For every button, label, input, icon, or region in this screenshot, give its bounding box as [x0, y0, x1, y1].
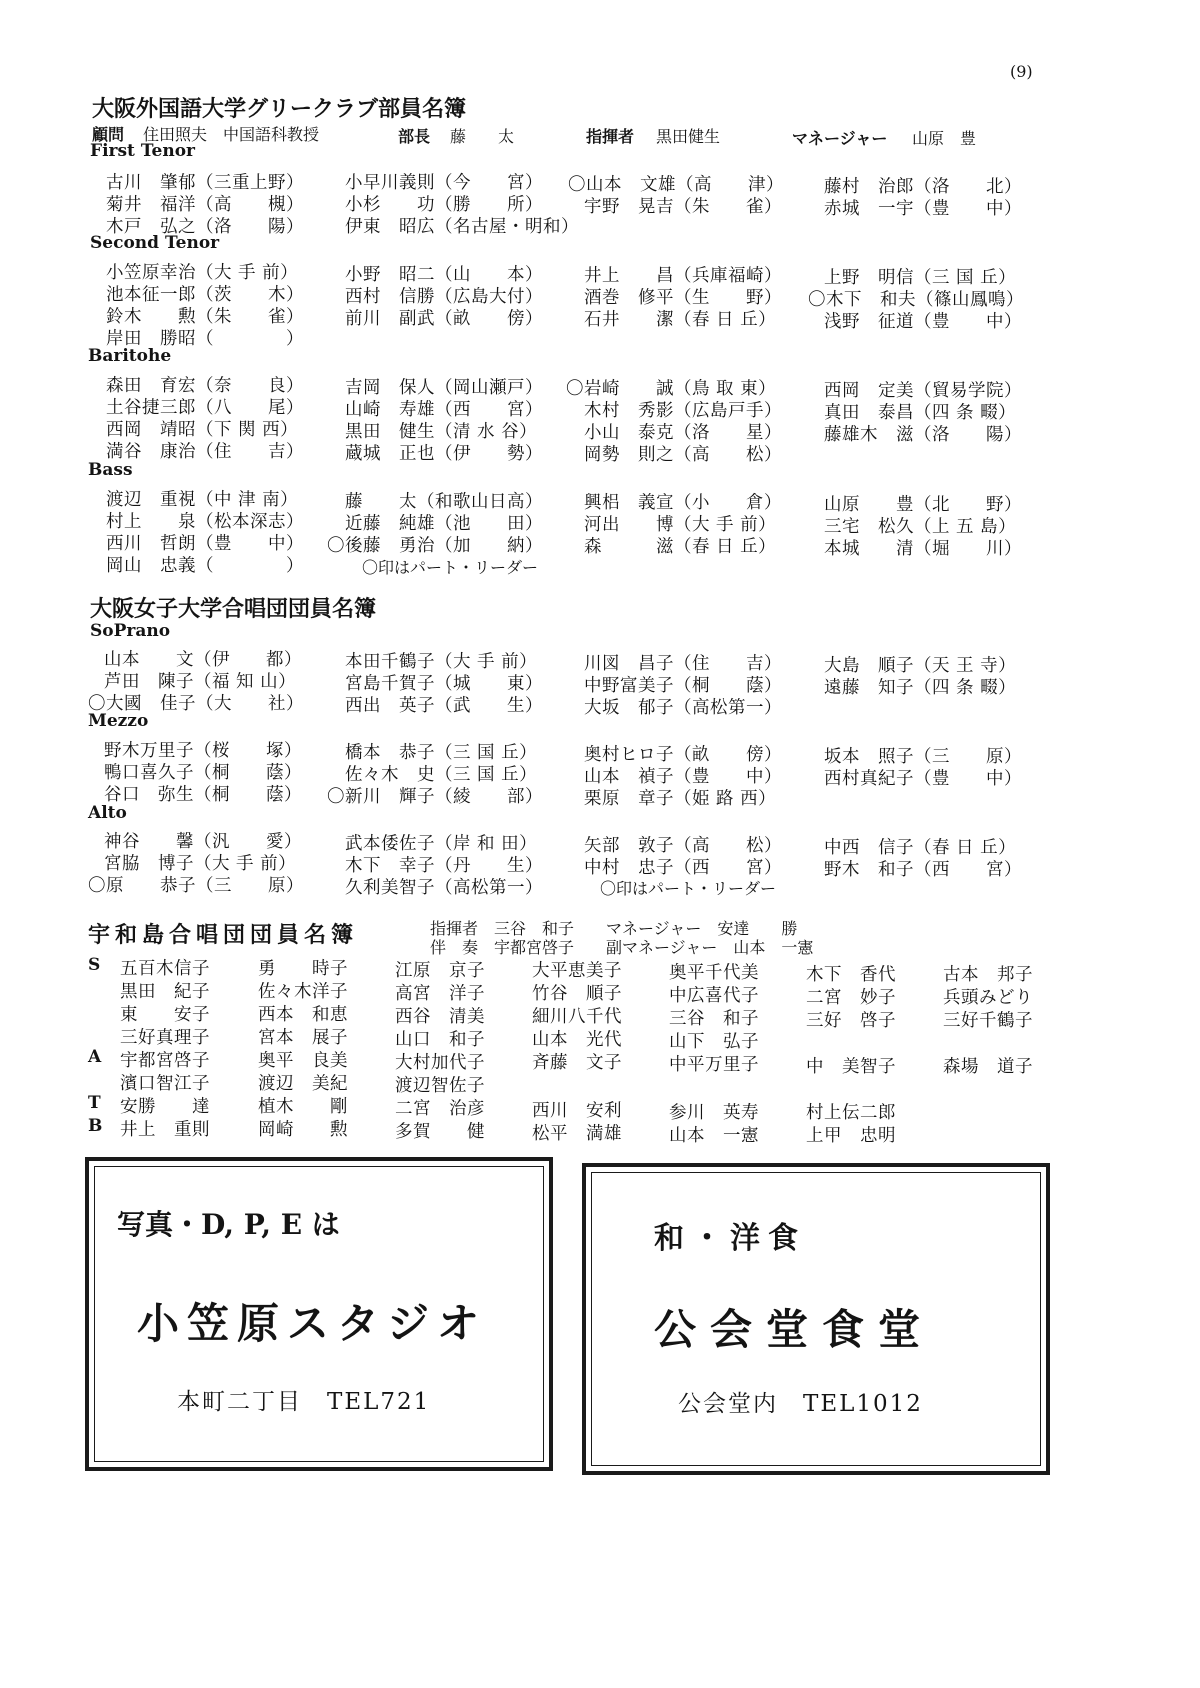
voice-part-label: A: [88, 1047, 102, 1067]
roster-cell: 古川 肇郁（三重上野）: [106, 173, 304, 193]
roster-cell: 赤城 一宇（豊 中）: [824, 199, 1022, 219]
ad-restaurant-address-tel: 公会堂内 TEL1012: [678, 1391, 923, 1417]
page-number: (9): [1010, 62, 1033, 81]
roster-cell: 中広喜代子: [669, 986, 759, 1006]
roster-cell: 土谷捷三郎（八 尾）: [106, 398, 304, 418]
roster-cell: 〇山本 文雄（高 津）: [568, 175, 784, 195]
roster-cell: 兵頭みどり: [943, 988, 1033, 1008]
roster-cell: 蔵城 正也（伊 勢）: [345, 444, 543, 464]
roster-cell: 河出 博（大 手 前）: [584, 515, 777, 535]
roster-cell: 本城 清（堀 川）: [824, 539, 1022, 559]
ad-photo-tagline: 写真・D, P, E は: [117, 1208, 340, 1241]
roster-cell: 黒田 紀子: [120, 982, 210, 1002]
roster-cell: 興梠 義宣（小 倉）: [584, 493, 782, 513]
roster-cell: 渡辺 美紀: [258, 1074, 348, 1094]
roster-cell: 満谷 康治（住 吉）: [106, 442, 304, 462]
roster-cell: 橋本 恭子（三 国 丘）: [345, 743, 538, 763]
roster-cell: 小山 泰克（洛 星）: [584, 423, 782, 443]
roster-cell: 森田 育宏（奈 良）: [106, 376, 304, 396]
roster-cell: 坂本 照子（三 原）: [824, 747, 1022, 767]
voice-part-label: B: [88, 1116, 103, 1136]
roster-cell: 西川 安利: [532, 1101, 622, 1121]
roster-cell: 上甲 忠明: [806, 1126, 896, 1146]
roster-cell: 大平恵美子: [532, 961, 622, 981]
roster-cell: 菊井 福洋（高 槻）: [106, 195, 304, 215]
roster-cell: 池本征一郎（茨 木）: [106, 285, 304, 305]
roster-cell: 小野 昭二（山 本）: [345, 265, 543, 285]
roster-cell: 前川 副武（畝 傍）: [345, 309, 543, 329]
roster-cell: 宮島千賀子（城 東）: [345, 674, 543, 694]
ad-photo-studio: [85, 1157, 553, 1471]
roster-cell: 上野 明信（三 国 丘）: [824, 268, 1017, 288]
roster-cell: 村上伝二郎: [806, 1103, 896, 1123]
roster-cell: 大坂 郁子（高松第一）: [584, 698, 782, 718]
roster-cell: 西岡 定美（貿易学院）: [824, 381, 1022, 401]
roster-cell: 木村 秀影（広島戸手）: [584, 401, 782, 421]
part-label-bass: Bass: [88, 460, 133, 480]
uwajima-title: 宇和島合唱団団員名簿: [88, 923, 359, 948]
roster-cell: 武本倭佐子（岸 和 田）: [345, 834, 538, 854]
glee-title: 大阪外国語大学グリークラブ部員名簿: [92, 97, 467, 122]
staff-role-conductor: 指揮者: [586, 127, 635, 146]
part-label-second-tenor: Second Tenor: [90, 233, 220, 253]
roster-cell: 大島 順子（天 王 寺）: [824, 656, 1017, 676]
roster-cell: 鈴木 勲（朱 雀）: [106, 307, 304, 327]
roster-cell: 〇木下 和夫（篠山鳳鳴）: [808, 290, 1024, 310]
roster-cell: 三好真理子: [120, 1028, 210, 1048]
roster-cell: 木戸 弘之（洛 陽）: [106, 217, 304, 237]
staff-name-advisor: 住田照夫 中国語科教授: [143, 125, 320, 144]
roster-cell: 安勝 達: [120, 1097, 210, 1117]
roster-cell: 西村真紀子（豊 中）: [824, 769, 1022, 789]
roster-cell: 西川 哲朗（豊 中）: [106, 534, 304, 554]
roster-cell: 奥平千代美: [669, 963, 759, 983]
roster-cell: 斉藤 文子: [532, 1053, 622, 1073]
roster-cell: 山口 和子: [395, 1030, 485, 1050]
roster-cell: 二宮 妙子: [806, 988, 896, 1008]
roster-cell: 矢部 敦子（高 松）: [584, 836, 782, 856]
roster-cell: 佐々木洋子: [258, 982, 348, 1002]
roster-cell: 中 美智子: [806, 1057, 896, 1077]
part-label-alto: Alto: [88, 803, 127, 823]
roster-cell: 伊東 昭広（名古屋・明和）: [345, 217, 579, 237]
roster-cell: 三谷 和子: [669, 1009, 759, 1029]
roster-cell: 勇 時子: [258, 959, 348, 979]
roster-cell: 古本 邦子: [943, 965, 1033, 985]
staff-role-manager: マネージャー: [792, 129, 888, 148]
roster-cell: 奥村ヒロ子（畝 傍）: [584, 745, 782, 765]
roster-cell: 酒巻 修平（生 野）: [584, 288, 782, 308]
roster-cell: 真田 泰昌（四 条 畷）: [824, 403, 1017, 423]
roster-cell: 竹谷 順子: [532, 984, 622, 1004]
ad-restaurant: [582, 1163, 1050, 1475]
roster-cell: 渡辺智佐子: [395, 1076, 485, 1096]
roster-cell: 宇野 晃吉（朱 雀）: [584, 197, 782, 217]
roster-cell: 山崎 寿雄（西 宮）: [345, 400, 543, 420]
staff-role-advisor: 顧問: [92, 125, 125, 144]
roster-cell: 〇新川 輝子（綾 部）: [327, 787, 543, 807]
roster-cell: 岡崎 勲: [258, 1120, 348, 1140]
roster-cell: 遠藤 知子（四 条 畷）: [824, 678, 1017, 698]
roster-cell: 黒田 健生（清 水 谷）: [345, 422, 538, 442]
roster-cell: 江原 京子: [395, 961, 485, 981]
roster-cell: 吉岡 保人（岡山瀬戸）: [345, 378, 543, 398]
roster-cell: 山本 文（伊 都）: [104, 650, 302, 670]
roster-cell: 三好 啓子: [806, 1011, 896, 1031]
roster-cell: 〇大國 佳子（大 社）: [88, 694, 304, 714]
roster-cell: 〇岩崎 誠（鳥 取 東）: [566, 379, 777, 399]
roster-cell: 〇原 恭子（三 原）: [88, 876, 304, 896]
roster-cell: 五百木信子: [120, 959, 210, 979]
staff-name-manager: 山原 豊: [912, 129, 977, 148]
roster-cell: 奥平 良美: [258, 1051, 348, 1071]
voice-part-label: T: [88, 1093, 101, 1113]
roster-cell: 中村 忠子（西 宮）: [584, 858, 782, 878]
roster-cell: 井上 重則: [120, 1120, 210, 1140]
voice-part-label: S: [88, 955, 101, 975]
roster-cell: 松平 満雄: [532, 1124, 622, 1144]
roster-cell: 植木 剛: [258, 1097, 348, 1117]
roster-cell: 中西 信子（春 日 丘）: [824, 838, 1017, 858]
roster-cell: 二宮 治彦: [395, 1099, 485, 1119]
roster-cell: 本田千鶴子（大 手 前）: [345, 652, 538, 672]
roster-cell: 大村加代子: [395, 1053, 485, 1073]
roster-cell: 石井 潔（春 日 丘）: [584, 310, 777, 330]
roster-cell: 佐々木 史（三 国 丘）: [345, 765, 538, 785]
roster-cell: 多賀 健: [395, 1122, 485, 1142]
roster-cell: 栗原 章子（姫 路 西）: [584, 789, 777, 809]
roster-cell: 三好千鶴子: [943, 1011, 1033, 1031]
part-label-soprano: SoPrano: [90, 621, 171, 641]
roster-cell: 山本 一憲: [669, 1126, 759, 1146]
roster-cell: 東 安子: [120, 1005, 210, 1025]
roster-cell: 宇都宮啓子: [120, 1051, 210, 1071]
roster-cell: 神谷 馨（汎 愛）: [104, 832, 302, 852]
roster-cell: 山本 禎子（豊 中）: [584, 767, 782, 787]
roster-cell: 芦田 陳子（福 知 山）: [104, 672, 297, 692]
roster-cell: 細川八千代: [532, 1007, 622, 1027]
roster-cell: 山原 豊（北 野）: [824, 495, 1022, 515]
roster-cell: 中野富美子（桐 蔭）: [584, 676, 782, 696]
roster-cell: 岡山 忠義（ ）: [106, 556, 304, 576]
roster-cell: 木下 幸子（丹 生）: [345, 856, 543, 876]
staff-name-head: 藤 太: [450, 127, 515, 146]
roster-cell: 高宮 洋子: [395, 984, 485, 1004]
roster-cell: 小早川義則（今 宮）: [345, 173, 543, 193]
roster-cell: 藤村 治郎（洛 北）: [824, 177, 1022, 197]
roster-cell: 小笠原幸治（大 手 前）: [106, 263, 299, 283]
part-label-mezzo: Mezzo: [88, 711, 149, 731]
roster-cell: 宮脇 博子（大 手 前）: [104, 854, 297, 874]
roster-cell: 岸田 勝昭（ ）: [106, 329, 304, 349]
roster-cell: 森場 道子: [943, 1057, 1033, 1077]
ad-photo-shop-name: 小笠原スタジオ: [137, 1299, 488, 1348]
roster-cell: 山下 弘子: [669, 1032, 759, 1052]
roster-cell: 森 滋（春 日 丘）: [584, 537, 777, 557]
roster-cell: 藤 太（和歌山日高）: [345, 492, 543, 512]
part-label-first-tenor: First Tenor: [90, 141, 195, 161]
part-label-baritone: Baritohe: [88, 346, 172, 366]
roster-cell: 宮本 展子: [258, 1028, 348, 1048]
roster-cell: 川図 昌子（住 吉）: [584, 654, 782, 674]
roster-cell: 三宅 松久（上 五 島）: [824, 517, 1017, 537]
roster-cell: 小杉 功（勝 所）: [345, 195, 543, 215]
roster-cell: 野木 和子（西 宮）: [824, 860, 1022, 880]
roster-cell: 木下 香代: [806, 965, 896, 985]
joshi-leader-note: 〇印はパート・リーダー: [600, 879, 777, 898]
ad-photo-address-tel: 本町二丁目 TEL721: [177, 1389, 431, 1415]
staff-role-head: 部長: [398, 127, 431, 146]
roster-cell: 参川 英寿: [669, 1103, 759, 1123]
roster-cell: 中平万里子: [669, 1055, 759, 1075]
roster-cell: 藤雄木 滋（洛 陽）: [824, 425, 1022, 445]
roster-cell: 野木万里子（桜 塚）: [104, 741, 302, 761]
uwajima-staff-line-1: 指揮者 三谷 和子 マネージャー 安達 勝: [430, 919, 798, 938]
roster-cell: 西村 信勝（広島大付）: [345, 287, 543, 307]
roster-cell: 近藤 純雄（池 田）: [345, 514, 543, 534]
roster-cell: 濱口智江子: [120, 1074, 210, 1094]
glee-leader-note: 〇印はパート・リーダー: [362, 558, 539, 577]
ad-restaurant-tagline: 和・洋食: [654, 1221, 806, 1256]
roster-cell: 西岡 靖昭（下 関 西）: [106, 420, 299, 440]
roster-cell: 西谷 清美: [395, 1007, 485, 1027]
roster-cell: 浅野 征道（豊 中）: [824, 312, 1022, 332]
roster-cell: 〇後藤 勇治（加 納）: [327, 536, 543, 556]
roster-cell: 村上 泉（松本深志）: [106, 512, 304, 532]
roster-cell: 渡辺 重視（中 津 南）: [106, 490, 299, 510]
roster-cell: 久利美智子（高松第一）: [345, 878, 543, 898]
roster-cell: 谷口 弥生（桐 蔭）: [104, 785, 302, 805]
joshi-title: 大阪女子大学合唱団団員名簿: [90, 597, 377, 622]
ad-restaurant-name: 公会堂食堂: [654, 1305, 935, 1354]
uwajima-staff-line-2: 伴 奏 宇都宮啓子 副マネージャー 山本 一憲: [430, 938, 814, 957]
roster-cell: 西出 英子（武 生）: [345, 696, 543, 716]
roster-cell: 西本 和恵: [258, 1005, 348, 1025]
roster-cell: 岡勢 則之（高 松）: [584, 445, 782, 465]
roster-cell: 山本 光代: [532, 1030, 622, 1050]
staff-name-conductor: 黒田健生: [656, 127, 721, 146]
roster-cell: 井上 昌（兵庫福崎）: [584, 266, 782, 286]
roster-cell: 鴨口喜久子（桐 蔭）: [104, 763, 302, 783]
